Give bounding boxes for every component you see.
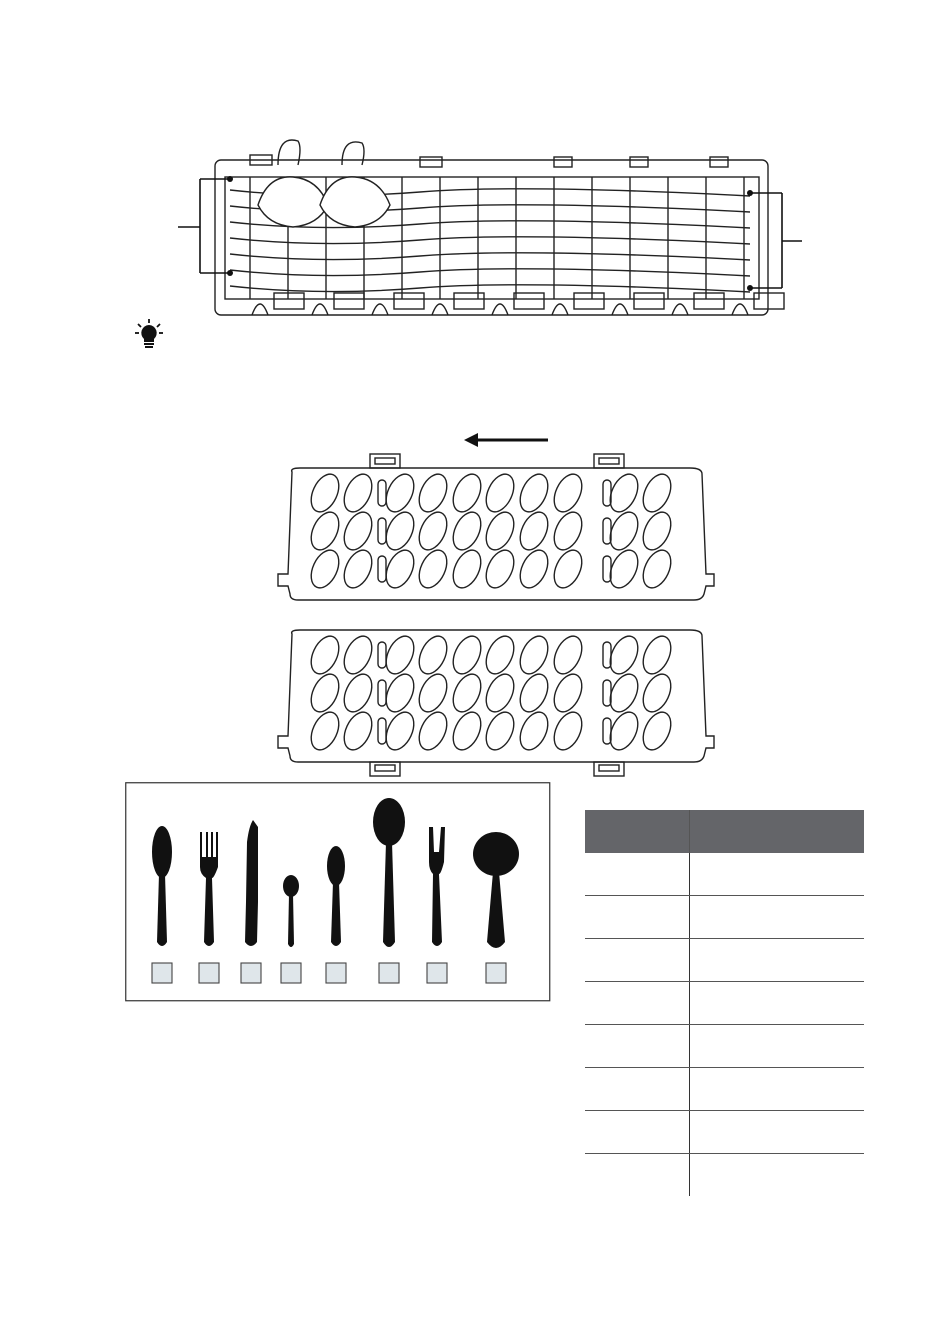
legend-cell: [690, 853, 865, 896]
table-row: [585, 939, 864, 982]
legend-cell: [690, 896, 865, 939]
legend-table-header: [585, 810, 864, 853]
legend-cell: [585, 853, 690, 896]
label-box: [241, 963, 261, 983]
label-box: [427, 963, 447, 983]
legend-cell: [690, 1154, 865, 1197]
legend-cell: [690, 982, 865, 1025]
cutlery-grid-upper: [270, 448, 720, 608]
legend-cell: [585, 896, 690, 939]
legend-table: [585, 810, 864, 1196]
table-row: [585, 896, 864, 939]
legend-cell: [690, 939, 865, 982]
label-box: [486, 963, 506, 983]
legend-header-cell: [585, 810, 690, 853]
table-row: [585, 1111, 864, 1154]
legend-cell: [585, 1154, 690, 1197]
lightbulb-icon: [134, 318, 164, 350]
table-row: [585, 1154, 864, 1197]
table-row: [585, 853, 864, 896]
label-box: [152, 963, 172, 983]
arrow-left-icon: [462, 430, 550, 450]
label-box: [326, 963, 346, 983]
label-box: [281, 963, 301, 983]
legend-cell: [690, 1111, 865, 1154]
legend-cell: [690, 1068, 865, 1111]
legend-cell: [585, 939, 690, 982]
table-row: [585, 1068, 864, 1111]
table-row: [585, 1025, 864, 1068]
legend-cell: [585, 1025, 690, 1068]
legend-cell: [690, 1025, 865, 1068]
label-box: [379, 963, 399, 983]
legend-cell: [585, 1111, 690, 1154]
cutlery-types-panel: [125, 782, 551, 1002]
cutlery-grid-lower: [270, 620, 720, 780]
legend-header-cell: [690, 810, 865, 853]
cutlery-basket-illustration: [170, 135, 820, 320]
label-box: [199, 963, 219, 983]
table-row: [585, 982, 864, 1025]
legend-cell: [585, 1068, 690, 1111]
legend-cell: [585, 982, 690, 1025]
